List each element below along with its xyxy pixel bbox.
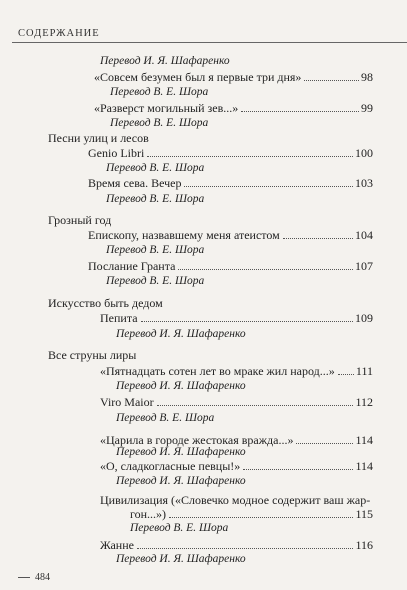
toc-translator: Перевод В. Е. Шора: [110, 86, 209, 98]
toc-translator: Перевод И. Я. Шафаренко: [116, 328, 246, 340]
toc-entry-page: 114: [355, 459, 373, 473]
toc-translator: Перевод В. Е. Шора: [110, 117, 209, 129]
toc-entry: [100, 395, 373, 409]
toc-entry: [100, 311, 373, 325]
toc-entry-page: 116: [355, 538, 373, 552]
toc-entry-title: «Царила в городе жестокая вражда...»: [100, 433, 294, 447]
leader-dots: [243, 469, 353, 470]
toc-entry-title: Жанне: [100, 538, 134, 552]
leader-dots: [304, 80, 359, 81]
leader-dots: [178, 269, 353, 270]
leader-dots: [169, 517, 353, 518]
toc-entry-title: «Разверст могильный зев...»: [94, 101, 239, 115]
toc-translator: Перевод И. Я. Шафаренко: [116, 380, 246, 392]
leader-dots: [283, 238, 353, 239]
toc-entry-title: «О, сладкогласные певцы!»: [100, 459, 241, 473]
toc-section-heading: Искусство быть дедом: [48, 296, 163, 310]
leader-dots: [184, 186, 353, 187]
toc-entry: [100, 538, 373, 552]
toc-entry: [100, 459, 373, 473]
toc-entry: [88, 228, 373, 242]
toc-entry: [88, 176, 373, 190]
toc-entry-title: Genio Libri: [88, 146, 145, 160]
toc-entry-title: Послание Гранта: [88, 259, 176, 273]
toc-entry-page: 114: [355, 433, 373, 447]
page-number: 484: [35, 572, 50, 583]
toc-translator: Перевод В. Е. Шора: [106, 244, 205, 256]
toc-entry-title: Пепита: [100, 311, 138, 325]
leader-dots: [141, 321, 353, 322]
toc-translator: Перевод В. Е. Шора: [106, 162, 205, 174]
page-footer: [18, 572, 50, 583]
toc-translator: Перевод В. Е. Шора: [106, 275, 205, 287]
toc-section-heading: Грозный год: [48, 213, 112, 227]
toc-section-heading: Все струны лиры: [48, 348, 137, 362]
toc-entry: [88, 146, 373, 160]
leader-dots: [157, 405, 354, 406]
leader-dots: [147, 156, 353, 157]
toc-entry-title: «Пятнадцать сотен лет во мраке жил народ...»: [100, 364, 335, 378]
leader-dots: [296, 443, 353, 444]
toc-entry-title: Цивилизация («Словечко модное содержит ваш жар-: [100, 493, 371, 507]
toc-entry-page: 115: [355, 507, 373, 521]
leader-dots: [241, 111, 359, 112]
toc-entry: [130, 507, 373, 521]
toc-entry: [94, 70, 373, 84]
toc-entry: [100, 364, 373, 378]
toc-entry-title: Viro Maior: [100, 395, 154, 409]
toc-entry-page: 109: [355, 311, 373, 325]
toc-translator: Перевод В. Е. Шора: [106, 193, 205, 205]
toc-entry-page: 107: [355, 259, 373, 273]
toc-translator: Перевод И. Я. Шафаренко: [100, 55, 230, 67]
toc-entry-page: 111: [355, 364, 373, 378]
toc-translator: Перевод И. Я. Шафаренко: [116, 475, 246, 487]
toc-entry-page: 100: [355, 146, 373, 160]
toc-entry-title: Время сева. Вечер: [88, 176, 182, 190]
toc-entry-page: 112: [355, 395, 373, 409]
toc-translator: Перевод В. Е. Шора: [116, 412, 215, 424]
leader-dots: [137, 548, 353, 549]
toc-entry: [94, 101, 373, 115]
toc-section-heading: Песни улиц и лесов: [48, 131, 149, 145]
toc-entry-title: Епископу, назвавшему меня атеистом: [88, 228, 280, 242]
toc-entry-page: 103: [355, 176, 373, 190]
toc-entry-page: 104: [355, 228, 373, 242]
toc-entry-page: 99: [361, 101, 373, 115]
toc-translator: Перевод В. Е. Шора: [130, 522, 229, 534]
header-rule: [12, 42, 407, 43]
toc-entry: [88, 259, 373, 273]
toc-entry-title-continued: гон...»): [130, 507, 167, 521]
leader-dots: [338, 374, 354, 375]
toc-translator: Перевод И. Я. Шафаренко: [116, 446, 246, 458]
toc-entry-page: 98: [361, 70, 373, 84]
running-header: СОДЕРЖАНИЕ: [18, 28, 100, 39]
toc-entry-title: «Совсем безумен был я первые три дня»: [94, 70, 302, 84]
footer-dash: [18, 577, 30, 578]
toc-translator: Перевод И. Я. Шафаренко: [116, 553, 246, 565]
